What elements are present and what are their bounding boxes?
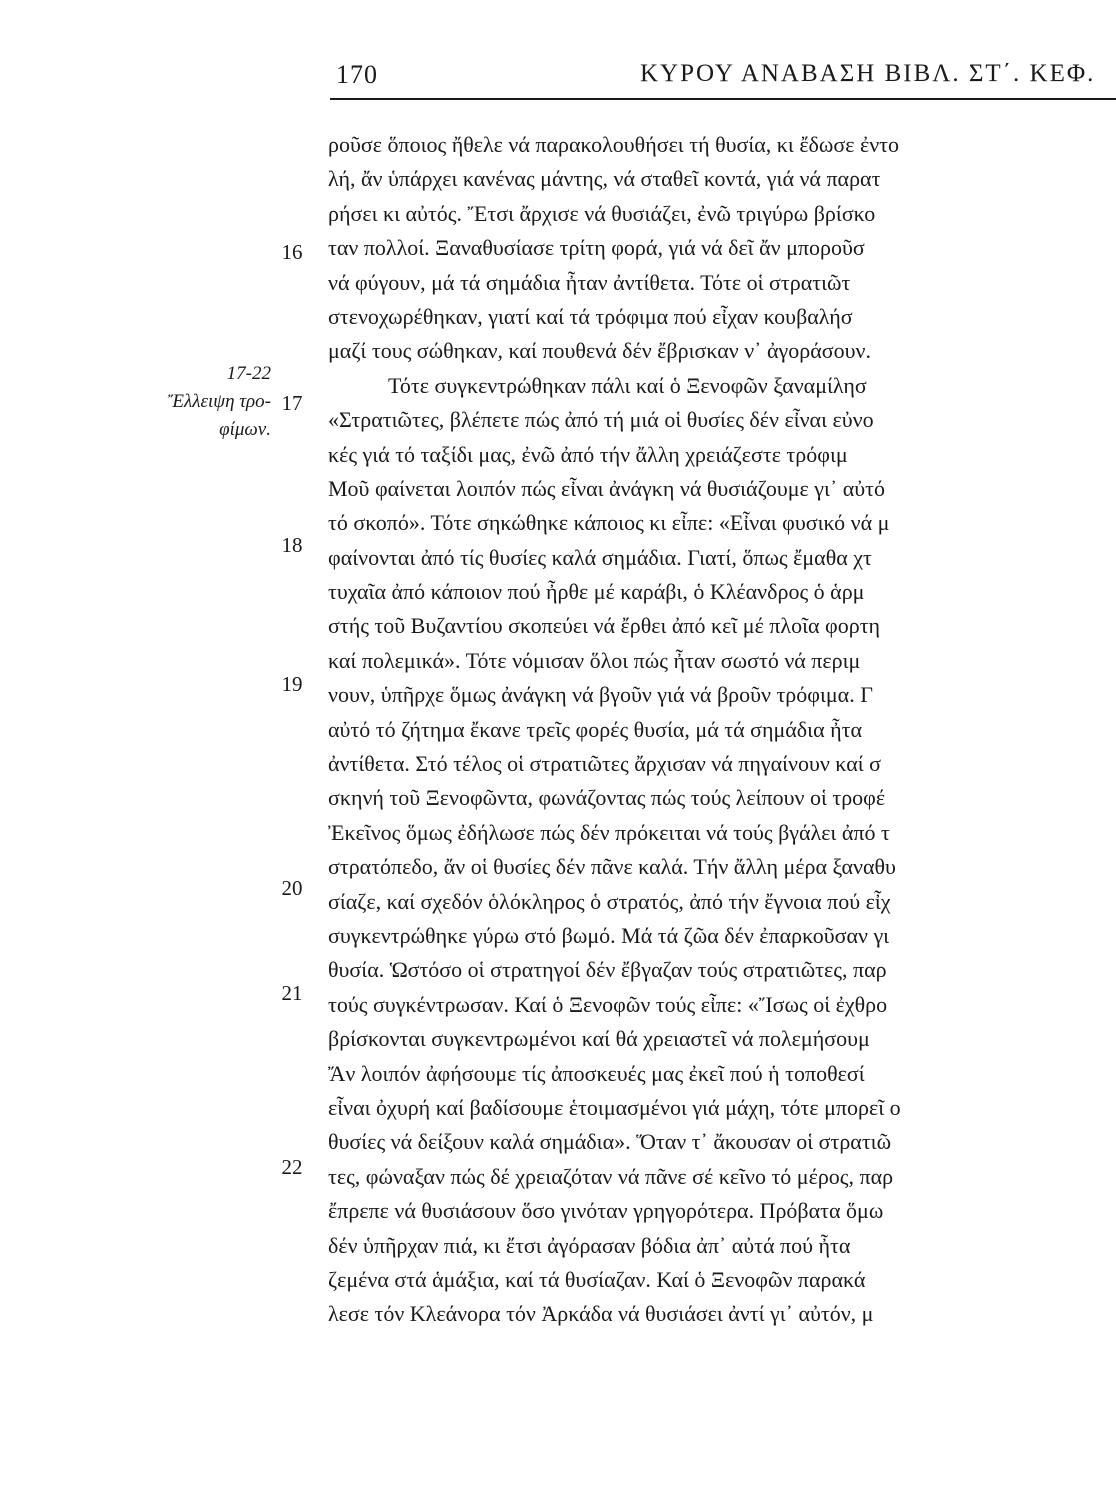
text-line: στενοχωρέθηκαν, γιατί καί τά τρόφιμα πού εἶχαν κουβαλήσ: [328, 303, 853, 329]
text-line: καί πολεμικά». Τότε νόμισαν ὅλοι πώς ἦταν σωστό νά περιμ: [328, 647, 861, 673]
text-line: ἀντίθετα. Στό τέλος οἱ στρατιῶτες ἄρχισαν νά πηγαίνουν καί σ: [328, 751, 881, 777]
text-line: συγκεντρώθηκε γύρω στό βωμό. Μά τά ζῶα δέν ἐπαρκοῦσαν γι: [328, 922, 890, 948]
line-number: 18: [281, 533, 303, 557]
text-line: τυχαῖα ἀπό κάποιον πού ἦρθε μέ καράβι, ὁ Κλέανδρος ὁ ἁρμ: [328, 579, 865, 605]
text-line: τούς συγκέντρωσαν. Καί ὁ Ξενοφῶν τούς εἶπε: «Ἴσως οἱ ἐχθρο: [328, 991, 888, 1017]
line-number: 21: [281, 981, 303, 1005]
margin-note-line-1: Ἔλλειψη τρο-: [167, 391, 271, 412]
margin-note-range: 17-22: [226, 363, 271, 384]
text-line: στής τοῦ Βυζαντίου σκοπεύει νά ἔρθει ἀπό κεῖ μέ πλοῖα φορτη: [328, 613, 881, 639]
text-line: νά φύγουν, μά τά σημάδια ἦταν ἀντίθετα. Τότε οἱ στρατιῶτ: [328, 269, 851, 295]
text-line: σίαζε, καί σχεδόν ὁλόκληρος ὁ στρατός, ἀπό τήν ἔγνοια πού εἶχ: [328, 888, 891, 914]
header-rule: [330, 98, 1116, 100]
text-line: θυσίες νά δείξουν καλά σημάδια». Ὅταν τ᾽ ἄκουσαν οἱ στρατιῶ: [328, 1129, 892, 1155]
text-line: σκηνή τοῦ Ξενοφῶντα, φωνάζοντας πώς τούς λείπουν οἱ τροφέ: [328, 785, 886, 811]
line-number: 22: [281, 1155, 303, 1179]
running-head: ΚΥΡΟΥ ΑΝΑΒΑΣΗ ΒΙΒΛ. ΣΤ΄. ΚΕΦ.: [640, 60, 1096, 87]
text-line: Τότε συγκεντρώθηκαν πάλι καί ὁ Ξενοφῶν ξαναμίλησ: [388, 372, 867, 398]
text-line: λεσε τόν Κλεάνορα τόν Ἀρκάδα νά θυσιάσει ἀντί γι᾽ αὐτόν, μ: [328, 1301, 874, 1327]
text-line: στρατόπεδο, ἄν οἱ θυσίες δέν πᾶνε καλά. Τήν ἄλλη μέρα ξαναθυ: [328, 854, 896, 880]
text-line: τες, φώναξαν πώς δέ χρειαζόταν νά πᾶνε σέ κεῖνο τό μέρος, παρ: [328, 1163, 894, 1189]
text-line: ζεμένα στά ἁμάξια, καί τά θυσίαζαν. Καί ὁ Ξενοφῶν παρακά: [328, 1266, 866, 1292]
line-number: 16: [281, 240, 303, 264]
text-line: κές γιά τό ταξίδι μας, ἐνῶ ἀπό τήν ἄλλη χρειάζεστε τρόφιμ: [328, 441, 848, 467]
line-number: 17: [281, 391, 303, 415]
text-line: θυσία. Ὡστόσο οἱ στρατηγοί δέν ἔβγαζαν τούς στρατιῶτες, παρ: [328, 957, 887, 983]
text-line: μαζί τους σώθηκαν, καί πουθενά δέν ἔβρισκαν ν᾽ ἀγοράσουν.: [328, 338, 871, 364]
margin-note-line-2: φίμων.: [219, 419, 271, 440]
text-line: αὐτό τό ζήτημα ἔκανε τρεῖς φορές θυσία, μά τά σημάδια ἦτα: [328, 716, 862, 742]
text-line: ρήσει κι αὐτός. Ἔτσι ἄρχισε νά θυσιάζει, ἐνῶ τριγύρω βρίσκο: [328, 200, 876, 226]
text-line: λή, ἄν ὑπάρχει κανένας μάντης, νά σταθεῖ κοντά, γιά νά παρατ: [328, 166, 881, 192]
text-line: φαίνονται ἀπό τίς θυσίες καλά σημάδια. Γιατί, ὅπως ἔμαθα χτ: [328, 544, 872, 570]
text-line: «Στρατιῶτες, βλέπετε πώς ἀπό τή μιά οἱ θυσίες δέν εἶναι εὐνο: [328, 407, 874, 433]
text-line: Ἐκεῖνος ὅμως ἐδήλωσε πώς δέν πρόκειται νά τούς βγάλει ἀπό τ: [328, 819, 890, 845]
text-line: δέν ὑπῆρχαν πιά, κι ἔτσι ἀγόρασαν βόδια ἀπ᾽ αὐτά πού ἦτα: [328, 1232, 851, 1258]
text-line: τό σκοπό». Τότε σηκώθηκε κάποιος κι εἶπε: «Εἶναι φυσικό νά μ: [328, 510, 890, 536]
text-line: ἔπρεπε νά θυσιάσουν ὅσο γινόταν γρηγορότερα. Πρόβατα ὅμω: [328, 1198, 884, 1224]
text-line: Μοῦ φαίνεται λοιπόν πώς εἶναι ἀνάγκη νά θυσιάζουμε γι᾽ αὐτό: [328, 475, 886, 501]
body-text: [328, 128, 1116, 1332]
line-number: 19: [281, 672, 303, 696]
text-line: νουν, ὑπῆρχε ὅμως ἀνάγκη νά βγοῦν γιά νά βροῦν τρόφιμα. Γ: [328, 682, 873, 708]
text-line: βρίσκονται συγκεντρωμένοι καί θά χρειαστεῖ νά πολεμήσουμ: [328, 1026, 870, 1052]
line-number: 20: [281, 876, 303, 900]
text-line: εἶναι ὀχυρή καί βαδίσουμε ἑτοιμασμένοι γιά μάχη, τότε μπορεῖ ο: [328, 1094, 901, 1120]
page-header: [330, 60, 1116, 100]
text-line: ταν πολλοί. Ξαναθυσίασε τρίτη φορά, γιά νά δεῖ ἄν μποροῦσ: [328, 235, 865, 261]
text-line: Ἄν λοιπόν ἀφήσουμε τίς ἀποσκευές μας ἐκεῖ πού ἡ τοποθεσί: [328, 1060, 865, 1086]
margin-note: [96, 360, 271, 444]
page-number: 170: [336, 60, 378, 89]
text-line: ροῦσε ὅποιος ἤθελε νά παρακολουθήσει τή θυσία, κι ἔδωσε ἐντο: [328, 132, 900, 157]
